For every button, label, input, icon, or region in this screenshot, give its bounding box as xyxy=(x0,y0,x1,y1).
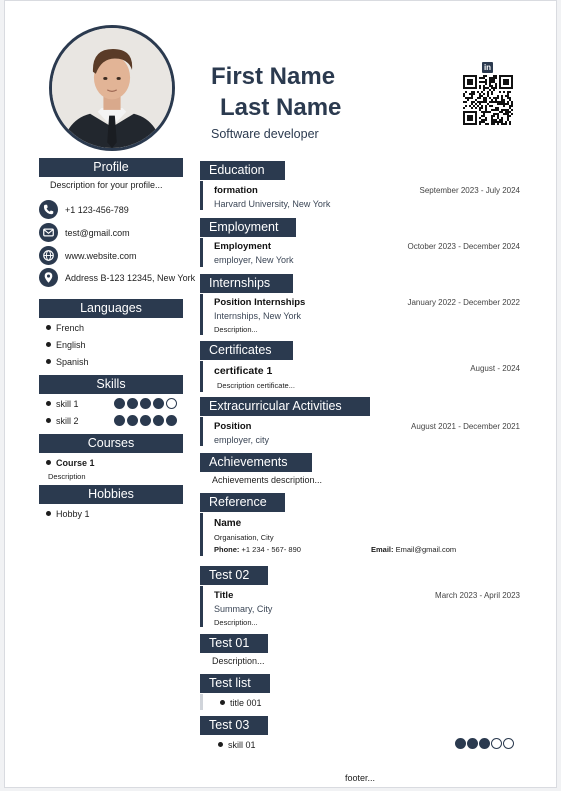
language-item: Spanish xyxy=(46,357,89,367)
internships-heading: Internships xyxy=(200,274,293,293)
skill-item: skill 1 xyxy=(46,399,79,409)
website-text[interactable]: www.website.com xyxy=(65,251,137,261)
section-bar xyxy=(200,181,203,210)
education-title: formation xyxy=(214,185,258,196)
rating-dot-filled xyxy=(140,398,151,409)
section-bar xyxy=(200,694,203,710)
hobbies-heading: Hobbies xyxy=(39,485,183,504)
rating-dot-filled xyxy=(455,738,466,749)
extracurricular-heading: Extracurricular Activities xyxy=(200,397,370,416)
internship-title: Position Internships xyxy=(214,297,306,308)
employment-date: October 2023 - December 2024 xyxy=(407,242,520,251)
section-bar xyxy=(200,361,203,392)
rating-dot-filled xyxy=(467,738,478,749)
internship-place: Internships, New York xyxy=(214,311,302,321)
section-bar xyxy=(200,294,203,335)
test03-heading: Test 03 xyxy=(200,716,268,735)
testlist-item: title 001 xyxy=(220,698,262,708)
employment-heading: Employment xyxy=(200,218,296,237)
profile-photo xyxy=(49,25,175,151)
test01-description: Description... xyxy=(212,656,265,666)
profile-heading: Profile xyxy=(39,158,183,177)
rating-dot-filled xyxy=(127,398,138,409)
job-title: Software developer xyxy=(211,127,319,141)
rating-dot-filled xyxy=(479,738,490,749)
rating-dot-filled xyxy=(153,415,164,426)
rating-dot-filled xyxy=(153,398,164,409)
language-item: French xyxy=(46,323,84,333)
language-item: English xyxy=(46,340,86,350)
testlist-heading: Test list xyxy=(200,674,270,693)
reference-heading: Reference xyxy=(200,493,285,512)
internship-description: Description... xyxy=(214,325,258,334)
rating-dot-empty xyxy=(166,398,177,409)
employment-place: employer, New York xyxy=(214,255,294,265)
education-date: September 2023 - July 2024 xyxy=(419,186,520,195)
location-icon xyxy=(39,268,58,287)
hobby-item: Hobby 1 xyxy=(46,509,90,519)
certificates-heading: Certificates xyxy=(200,341,293,360)
achievements-heading: Achievements xyxy=(200,453,312,472)
employment-title: Employment xyxy=(214,241,272,252)
section-bar xyxy=(200,417,203,446)
rating-dot-filled xyxy=(140,415,151,426)
course-item: Course 1 xyxy=(46,458,95,468)
qr-code xyxy=(463,75,513,125)
first-name: First Name xyxy=(211,63,336,90)
extracurricular-title: Position xyxy=(214,421,252,432)
section-bar xyxy=(200,586,203,627)
skill-rating xyxy=(114,415,177,426)
last-name: Last Name xyxy=(220,94,342,121)
resume-page xyxy=(4,0,557,788)
test03-skill-rating xyxy=(455,738,514,749)
test03-skill-item: skill 01 xyxy=(218,740,256,750)
courses-heading: Courses xyxy=(39,434,183,453)
phone-text: +1 123-456-789 xyxy=(65,205,129,215)
test02-place: Summary, City xyxy=(214,604,273,614)
skill-rating xyxy=(114,398,177,409)
certificate-description: Description certificate... xyxy=(217,381,295,390)
footer-text: footer... xyxy=(345,773,376,783)
avatar-illustration xyxy=(52,28,172,148)
test02-heading: Test 02 xyxy=(200,566,268,585)
certificate-title: certificate 1 xyxy=(214,365,273,377)
email-text[interactable]: test@gmail.com xyxy=(65,228,130,238)
address-text: Address B-123 12345, New York xyxy=(65,273,196,283)
section-bar xyxy=(200,513,203,556)
internship-date: January 2022 - December 2022 xyxy=(407,298,520,307)
education-place: Harvard University, New York xyxy=(214,199,331,209)
test01-heading: Test 01 xyxy=(200,634,268,653)
reference-name: Name xyxy=(214,518,242,529)
reference-org: Organisation, City xyxy=(214,533,274,542)
test02-description: Description... xyxy=(214,618,258,627)
languages-heading: Languages xyxy=(39,299,183,318)
section-bar xyxy=(200,238,203,267)
education-heading: Education xyxy=(200,161,285,180)
rating-dot-filled xyxy=(166,415,177,426)
phone-icon xyxy=(39,200,58,219)
reference-email[interactable]: Email: Email@gmail.com xyxy=(371,545,457,554)
profile-description: Description for your profile... xyxy=(50,180,163,190)
extracurricular-place: employer, city xyxy=(214,435,270,445)
rating-dot-filled xyxy=(114,398,125,409)
reference-phone: Phone: +1 234 - 567- 890 xyxy=(214,545,301,554)
test02-title: Title xyxy=(214,590,234,601)
rating-dot-empty xyxy=(491,738,502,749)
rating-dot-filled xyxy=(127,415,138,426)
skills-heading: Skills xyxy=(39,375,183,394)
extracurricular-date: August 2021 - December 2021 xyxy=(411,422,520,431)
mail-icon xyxy=(39,223,58,242)
test02-date: March 2023 - April 2023 xyxy=(435,591,520,600)
rating-dot-filled xyxy=(114,415,125,426)
globe-icon xyxy=(39,246,58,265)
course-description: Description xyxy=(48,472,86,481)
linkedin-icon[interactable]: in xyxy=(483,63,492,72)
rating-dot-empty xyxy=(503,738,514,749)
achievements-description: Achievements description... xyxy=(212,475,323,485)
certificate-date: August - 2024 xyxy=(470,364,520,373)
skill-item: skill 2 xyxy=(46,416,79,426)
